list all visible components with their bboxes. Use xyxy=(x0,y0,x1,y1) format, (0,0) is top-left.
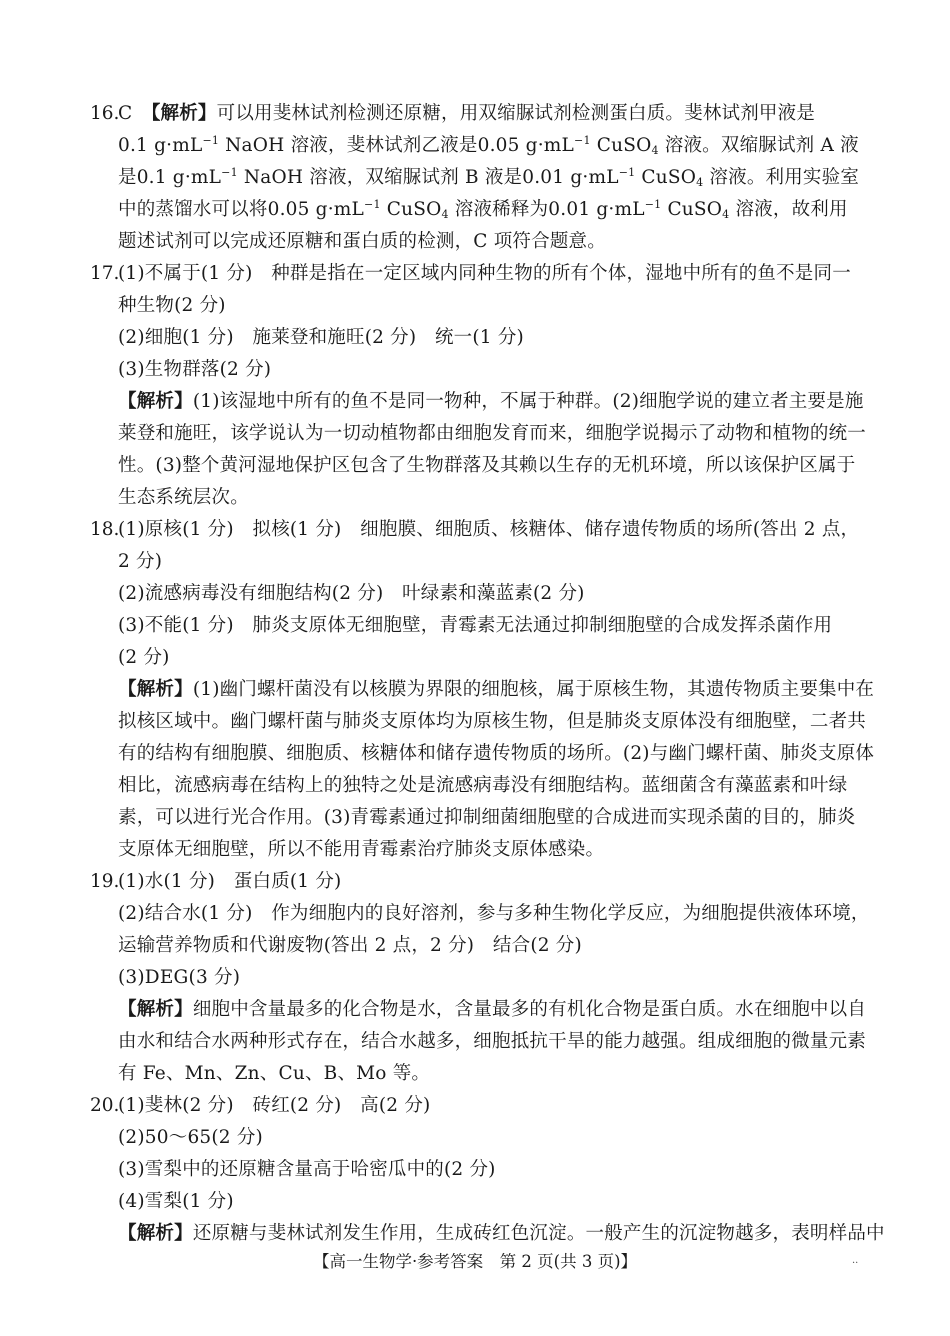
analysis-line: 【解析】还原糖与斐林试剂发生作用，生成砖红色沉淀。一般产生的沉淀物越多，表明样品中 xyxy=(118,1223,885,1244)
analysis-label: 【解析】 xyxy=(118,999,193,1020)
answer-line: (1)水(1 分) 蛋白质(1 分) xyxy=(118,871,342,892)
answer-line: (2)50～65(2 分) xyxy=(118,1127,263,1148)
question-number: 20. xyxy=(90,1095,120,1116)
answer-line: (1)不属于(1 分) 种群是指在一定区域内同种生物的所有个体，湿地中所有的鱼不是同一 xyxy=(118,263,851,284)
analysis-line: 素，可以进行光合作用。(3)青霉素通过抑制细菌细胞壁的合成进而实现杀菌的目的，肺炎 xyxy=(118,807,856,828)
answer-line: 是0.1 $g\cdot mL^{-1}$ NaOH 溶液，双缩脲试剂 B 液是0.01 $g\cdot mL^{-1}$ CuSO$_4$ 溶液。利用实验室 xyxy=(118,166,860,189)
analysis-line: 相比，流感病毒在结构上的独特之处是流感病毒没有细胞结构。蓝细菌含有藻蓝素和叶绿 xyxy=(118,775,848,796)
answer-line: (4)雪梨(1 分) xyxy=(118,1191,234,1212)
analysis-line: 有的结构有细胞膜、细胞质、核糖体和储存遗传物质的场所。(2)与幽门螺杆菌、肺炎支原体 xyxy=(118,743,875,764)
analysis-line: 【解析】(1)该湿地中所有的鱼不是同一物种，不属于种群。(2)细胞学说的建立者主要是施 xyxy=(118,391,864,412)
answer-line: (2)结合水(1 分) 作为细胞内的良好溶剂，参与多种生物化学反应，为细胞提供液体环境， xyxy=(118,903,870,924)
answer-line: (1)原核(1 分) 拟核(1 分) 细胞膜、细胞质、核糖体、储存遗传物质的场所(答出 2 点， xyxy=(118,519,860,540)
answer-line: C 【解析】可以用斐林试剂检测还原糖，用双缩脲试剂检测蛋白质。斐林试剂甲液是 xyxy=(118,103,816,124)
answer-line: (2)流感病毒没有细胞结构(2 分) 叶绿素和藻蓝素(2 分) xyxy=(118,583,585,604)
analysis-line: 由水和结合水两种形式存在，结合水越多，细胞抵抗干旱的能力越强。组成细胞的微量元素 xyxy=(118,1031,867,1052)
question-number: 19. xyxy=(90,871,120,892)
analysis-line: 拟核区域中。幽门螺杆菌与肺炎支原体均为原核生物，但是肺炎支原体没有细胞壁，二者共 xyxy=(118,711,867,732)
answer-line: (3)不能(1 分) 肺炎支原体无细胞壁，青霉素无法通过抑制细胞壁的合成发挥杀菌作用 xyxy=(118,615,833,636)
question-number: 18. xyxy=(90,519,120,540)
answer-line: (3)DEG(3 分) xyxy=(118,967,241,988)
question-number: 17. xyxy=(90,263,120,284)
analysis-line: 性。(3)整个黄河湿地保护区包含了生物群落及其赖以生存的无机环境，所以该保护区属于 xyxy=(118,455,856,476)
answer-line: (3)雪梨中的还原糖含量高于哈密瓜中的(2 分) xyxy=(118,1159,496,1180)
analysis-line: 生态系统层次。 xyxy=(118,487,249,508)
analysis-line: 有 Fe、Mn、Zn、Cu、B、Mo 等。 xyxy=(118,1063,431,1084)
answer-line: (2)细胞(1 分) 施莱登和施旺(2 分) 统一(1 分) xyxy=(118,327,524,348)
analysis-line: 【解析】细胞中含量最多的化合物是水，含量最多的有机化合物是蛋白质。水在细胞中以自 xyxy=(118,999,867,1020)
analysis-label: 【解析】 xyxy=(118,679,193,700)
analysis-line: 莱登和施旺，该学说认为一切动植物都由细胞发育而来，细胞学说揭示了动物和植物的统一 xyxy=(118,423,867,444)
analysis-label: 【解析】 xyxy=(118,391,193,412)
answer-line: 题述试剂可以完成还原糖和蛋白质的检测，C 项符合题意。 xyxy=(118,231,606,252)
answer-line: (1)斐林(2 分) 砖红(2 分) 高(2 分) xyxy=(118,1095,431,1116)
analysis-label: 【解析】 xyxy=(118,1223,193,1244)
page-footer: 【高一生物学·参考答案 第 2 页(共 3 页)】 xyxy=(312,1252,638,1271)
answer-line: 种生物(2 分) xyxy=(118,295,226,316)
answer-line: 0.1 $g\cdot mL^{-1}$ NaOH 溶液，斐林试剂乙液是0.05 $g\cdot mL^{-1}$ CuSO$_4$ 溶液。双缩脲试剂 A 液 xyxy=(118,134,859,157)
answer-line: (3)生物群落(2 分) xyxy=(118,359,272,380)
answer-choice: C xyxy=(118,103,133,124)
analysis-label: 【解析】 xyxy=(151,103,217,124)
answer-line: 运输营养物质和代谢废物(答出 2 点，2 分) 结合(2 分) xyxy=(118,935,582,956)
analysis-line: 支原体无细胞壁，所以不能用青霉素治疗肺炎支原体感染。 xyxy=(118,839,605,860)
question-number: 16. xyxy=(90,103,120,124)
answer-line: 2 分) xyxy=(118,551,163,572)
answer-line: (2 分) xyxy=(118,647,170,668)
answer-line: 中的蒸馏水可以将0.05 $g\cdot mL^{-1}$ CuSO$_4$ 溶液稀释为0.01 $g\cdot mL^{-1}$ CuSO$_4$ 溶液，故利用 xyxy=(118,198,848,221)
corner-mark: ·· xyxy=(852,1258,859,1269)
analysis-line: 【解析】(1)幽门螺杆菌没有以核膜为界限的细胞核，属于原核生物，其遗传物质主要集中在 xyxy=(118,679,875,700)
